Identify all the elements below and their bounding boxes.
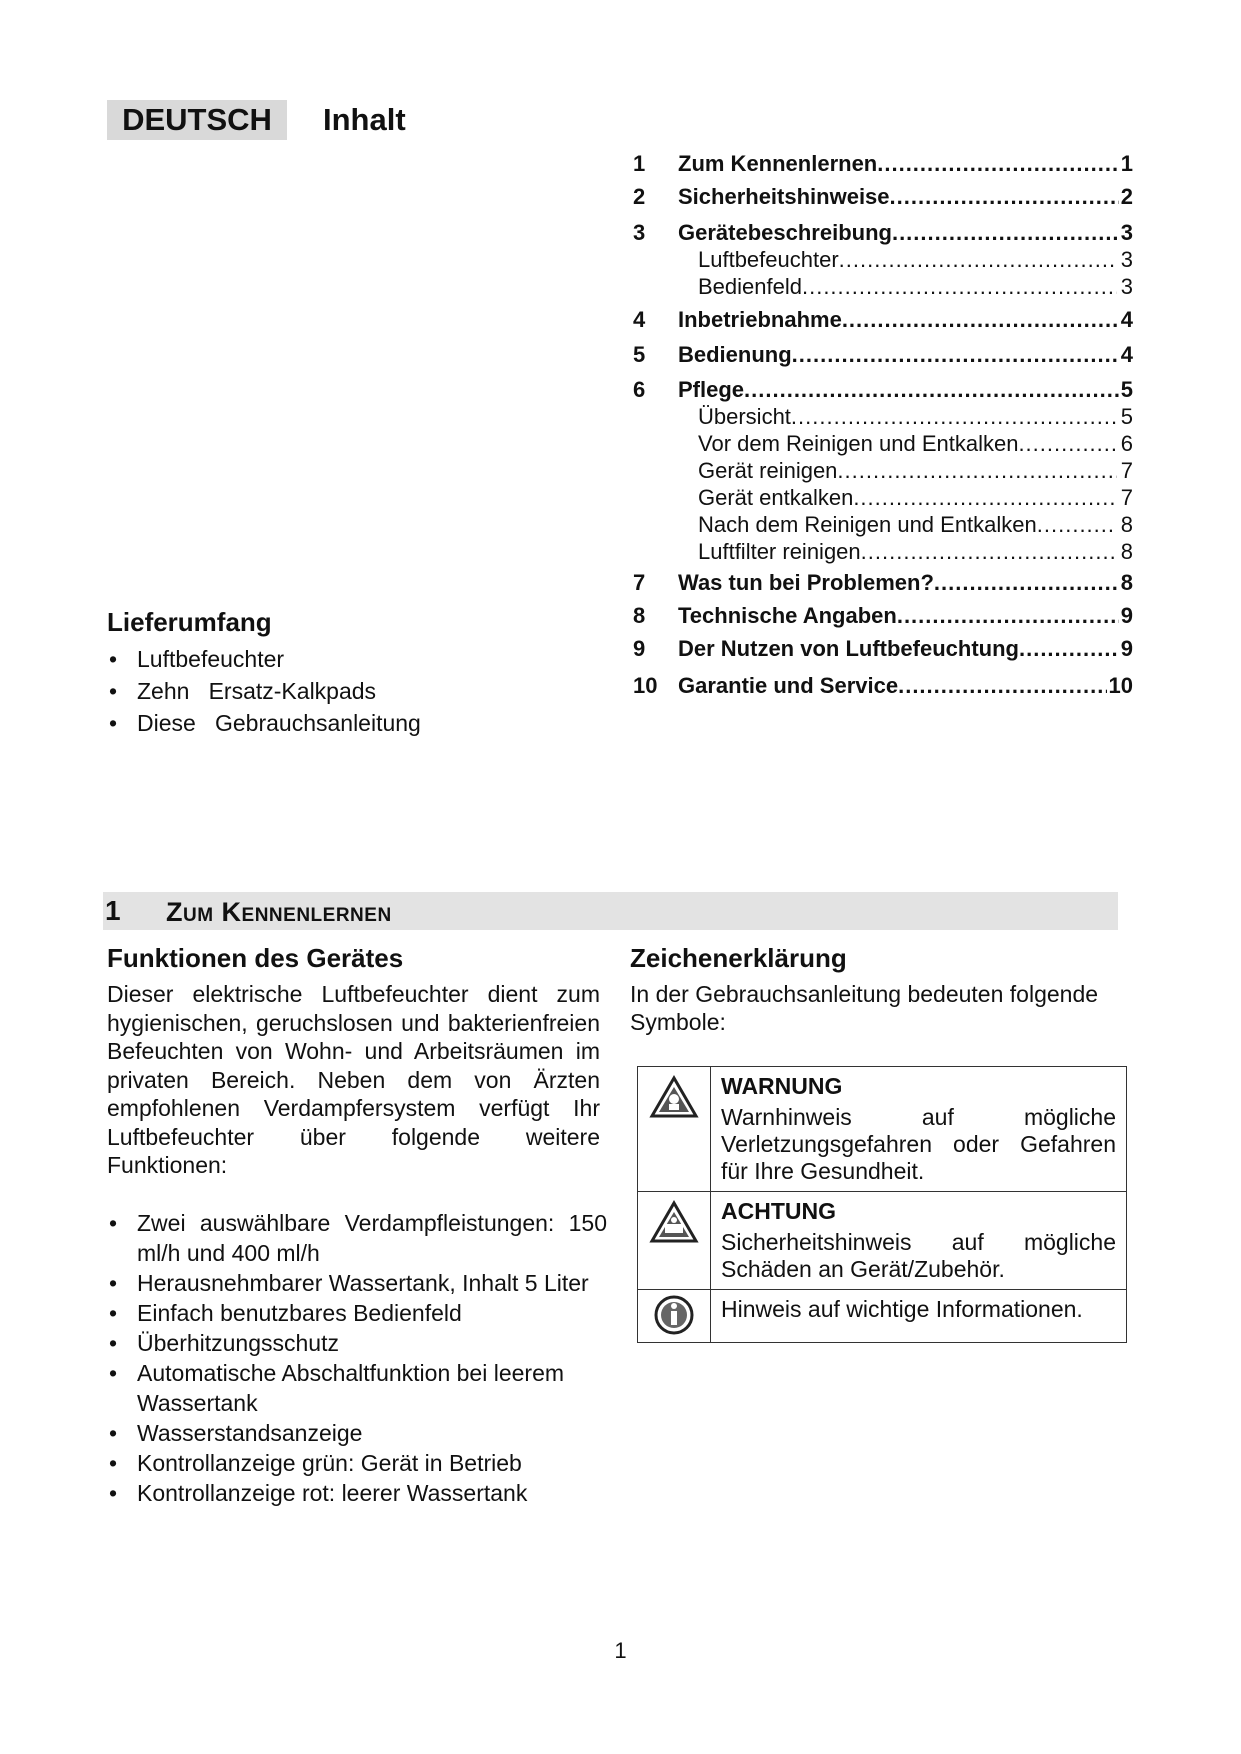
toc-entry-title: Garantie und Service xyxy=(678,673,899,698)
toc-entry-number: 7 xyxy=(633,570,646,595)
info-circle-icon xyxy=(651,1294,697,1336)
toc-leader-dots xyxy=(897,603,1119,629)
toc-subentry-title: Gerät reinigen xyxy=(698,458,838,483)
toc-entry-page: 4 xyxy=(1120,342,1133,367)
symbols-title: Zeichenerklärung xyxy=(630,943,847,973)
list-item: • Zehn Ersatz-Kalkpads xyxy=(107,675,421,707)
table-of-contents xyxy=(633,145,1133,699)
toc-entry[interactable] xyxy=(633,184,1133,210)
toc-entry[interactable] xyxy=(633,151,1133,177)
toc-subentry[interactable] xyxy=(633,430,1133,457)
toc-leader-dots xyxy=(1019,636,1119,662)
toc-leader-dots xyxy=(877,151,1119,177)
section-heading-bar xyxy=(103,892,1118,930)
warning-heading: WARNUNG xyxy=(721,1073,843,1099)
toc-subentry-title: Luftbefeuchter xyxy=(698,247,839,272)
toc-entry-page: 1 xyxy=(1120,151,1133,176)
toc-subentry[interactable] xyxy=(633,246,1133,273)
toc-subentry-page: 7 xyxy=(1120,485,1133,510)
toc-subentry-page: 3 xyxy=(1120,247,1133,272)
toc-subentry-title: Übersicht xyxy=(698,404,791,429)
toc-entry-title: Sicherheitshinweise xyxy=(678,184,890,209)
toc-subentry-title: Gerät entkalken xyxy=(698,485,854,510)
toc-leader-dots xyxy=(853,484,1116,511)
table-row xyxy=(638,1290,1127,1343)
toc-leader-dots xyxy=(934,570,1119,596)
toc-subentry-page: 3 xyxy=(1120,274,1133,299)
list-item: • Wasserstandsanzeige xyxy=(107,1418,607,1448)
toc-subentry-page: 7 xyxy=(1120,458,1133,483)
contents-title: Inhalt xyxy=(323,102,406,137)
toc-entry-title: Der Nutzen von Luftbefeuchtung xyxy=(678,636,1019,661)
toc-subentry-title: Nach dem Reinigen und Entkalken xyxy=(698,512,1037,537)
toc-entry-number: 8 xyxy=(633,603,646,628)
caution-heading: ACHTUNG xyxy=(721,1198,836,1224)
symbols-intro: In der Gebrauchsanleitung bedeuten folgende Symbole: xyxy=(630,981,1099,1035)
toc-subentry-title: Vor dem Reinigen und Entkalken xyxy=(698,431,1019,456)
list-item: • Zwei auswählbare Verdampfleistungen: 150 ml/h und 400 ml/h xyxy=(107,1208,607,1268)
toc-entry-title: Technische Angaben xyxy=(678,603,897,628)
symbols-table xyxy=(637,1066,1127,1343)
caution-triangle-icon xyxy=(649,1200,699,1244)
toc-entry[interactable] xyxy=(633,342,1133,368)
toc-leader-dots xyxy=(792,342,1119,368)
toc-entry[interactable] xyxy=(633,377,1133,403)
toc-subentry[interactable] xyxy=(633,403,1133,430)
warning-triangle-icon xyxy=(649,1075,699,1119)
toc-subentry[interactable] xyxy=(633,273,1133,300)
functions-text: Dieser elektrische Luftbefeuchter dient zum hygienischen, geruchslosen und bakterienfreien Befeuchten von Wohn- und Arbeitsräumen im privaten Bereich. Neben dem von Ärzten empfohlenen Verdampfersystem verfügt Ihr Luftbefeuchter über folgende weitere Funktionen: xyxy=(107,981,600,1178)
toc-entry-title: Bedienung xyxy=(678,342,792,367)
toc-entry[interactable] xyxy=(633,570,1133,596)
functions-list xyxy=(107,1208,607,1508)
caution-text: Sicherheitshinweis auf mögliche Schäden an Gerät/Zubehör. xyxy=(721,1229,1116,1282)
toc-entry[interactable] xyxy=(633,673,1133,699)
toc-entry-number: 10 xyxy=(633,673,658,698)
info-text: Hinweis auf wichtige Informationen. xyxy=(721,1296,1083,1322)
toc-entry-number: 2 xyxy=(633,184,646,209)
list-item: • Überhitzungsschutz xyxy=(107,1328,607,1358)
toc-entry-page: 2 xyxy=(1120,184,1133,209)
list-item: • Automatische Abschaltfunktion bei leerem Wassertank xyxy=(107,1358,607,1418)
toc-leader-dots xyxy=(890,184,1119,210)
delivery-title: Lieferumfang xyxy=(107,607,272,637)
toc-leader-dots xyxy=(892,220,1119,246)
toc-subentry-title: Luftfilter reinigen xyxy=(698,539,861,564)
toc-leader-dots xyxy=(1018,430,1116,457)
toc-subentry[interactable] xyxy=(633,457,1133,484)
toc-leader-dots xyxy=(839,246,1117,273)
toc-entry-page: 9 xyxy=(1120,636,1133,661)
toc-leader-dots xyxy=(898,673,1106,699)
page-number: 1 xyxy=(614,1638,627,1663)
toc-entry-page: 10 xyxy=(1108,673,1133,698)
toc-leader-dots xyxy=(1037,511,1117,538)
toc-entry-title: Inbetriebnahme xyxy=(678,307,842,332)
toc-entry-page: 8 xyxy=(1120,570,1133,595)
functions-title: Funktionen des Gerätes xyxy=(107,943,404,973)
toc-subentry-page: 5 xyxy=(1120,404,1133,429)
toc-leader-dots xyxy=(802,273,1117,300)
toc-leader-dots xyxy=(842,307,1119,333)
list-item: • Luftbefeuchter xyxy=(107,643,421,675)
toc-entry-page: 3 xyxy=(1120,220,1133,245)
list-item: • Kontrollanzeige grün: Gerät in Betrieb xyxy=(107,1448,607,1478)
toc-subentry[interactable] xyxy=(633,538,1133,565)
toc-entry[interactable] xyxy=(633,307,1133,333)
toc-entry[interactable] xyxy=(633,603,1133,629)
toc-leader-dots xyxy=(861,538,1117,565)
toc-subentry-title: Bedienfeld xyxy=(698,274,802,299)
toc-entry-number: 6 xyxy=(633,377,646,402)
toc-subentry-page: 8 xyxy=(1120,512,1133,537)
language-tag: DEUTSCH xyxy=(107,100,287,140)
toc-leader-dots xyxy=(837,457,1116,484)
toc-entry[interactable] xyxy=(633,220,1133,246)
toc-subentry[interactable] xyxy=(633,484,1133,511)
toc-entry-page: 4 xyxy=(1120,307,1133,332)
section-title: Zum Kennenlernen xyxy=(166,897,392,927)
toc-leader-dots xyxy=(791,403,1117,430)
toc-entry-title: Gerätebeschreibung xyxy=(678,220,892,245)
toc-entry-page: 5 xyxy=(1120,377,1133,402)
delivery-list xyxy=(107,643,421,739)
toc-subentry-page: 6 xyxy=(1120,431,1133,456)
table-row xyxy=(638,1192,1127,1290)
toc-entry[interactable] xyxy=(633,636,1133,662)
toc-leader-dots xyxy=(744,377,1119,403)
toc-entry-number: 9 xyxy=(633,636,646,661)
list-item: • Herausnehmbarer Wassertank, Inhalt 5 Liter xyxy=(107,1268,607,1298)
toc-entry-title: Zum Kennenlernen xyxy=(678,151,878,176)
toc-entry-number: 3 xyxy=(633,220,646,245)
section-number: 1 xyxy=(105,895,121,926)
list-item: • Kontrollanzeige rot: leerer Wassertank xyxy=(107,1478,607,1508)
list-item: • Diese Gebrauchsanleitung xyxy=(107,707,421,739)
toc-entry-number: 5 xyxy=(633,342,646,367)
toc-subentry-page: 8 xyxy=(1120,539,1133,564)
toc-entry-number: 4 xyxy=(633,307,646,332)
table-row xyxy=(638,1067,1127,1192)
warning-text: Warnhinweis auf mögliche Verletzungsgefahren oder Gefahren für Ihre Gesundheit. xyxy=(721,1104,1116,1184)
toc-entry-page: 9 xyxy=(1120,603,1133,628)
toc-subentry[interactable] xyxy=(633,511,1133,538)
toc-entry-number: 1 xyxy=(633,151,646,176)
toc-entry-title: Was tun bei Problemen? xyxy=(678,570,934,595)
toc-entry-title: Pflege xyxy=(678,377,745,402)
list-item: • Einfach benutzbares Bedienfeld xyxy=(107,1298,607,1328)
